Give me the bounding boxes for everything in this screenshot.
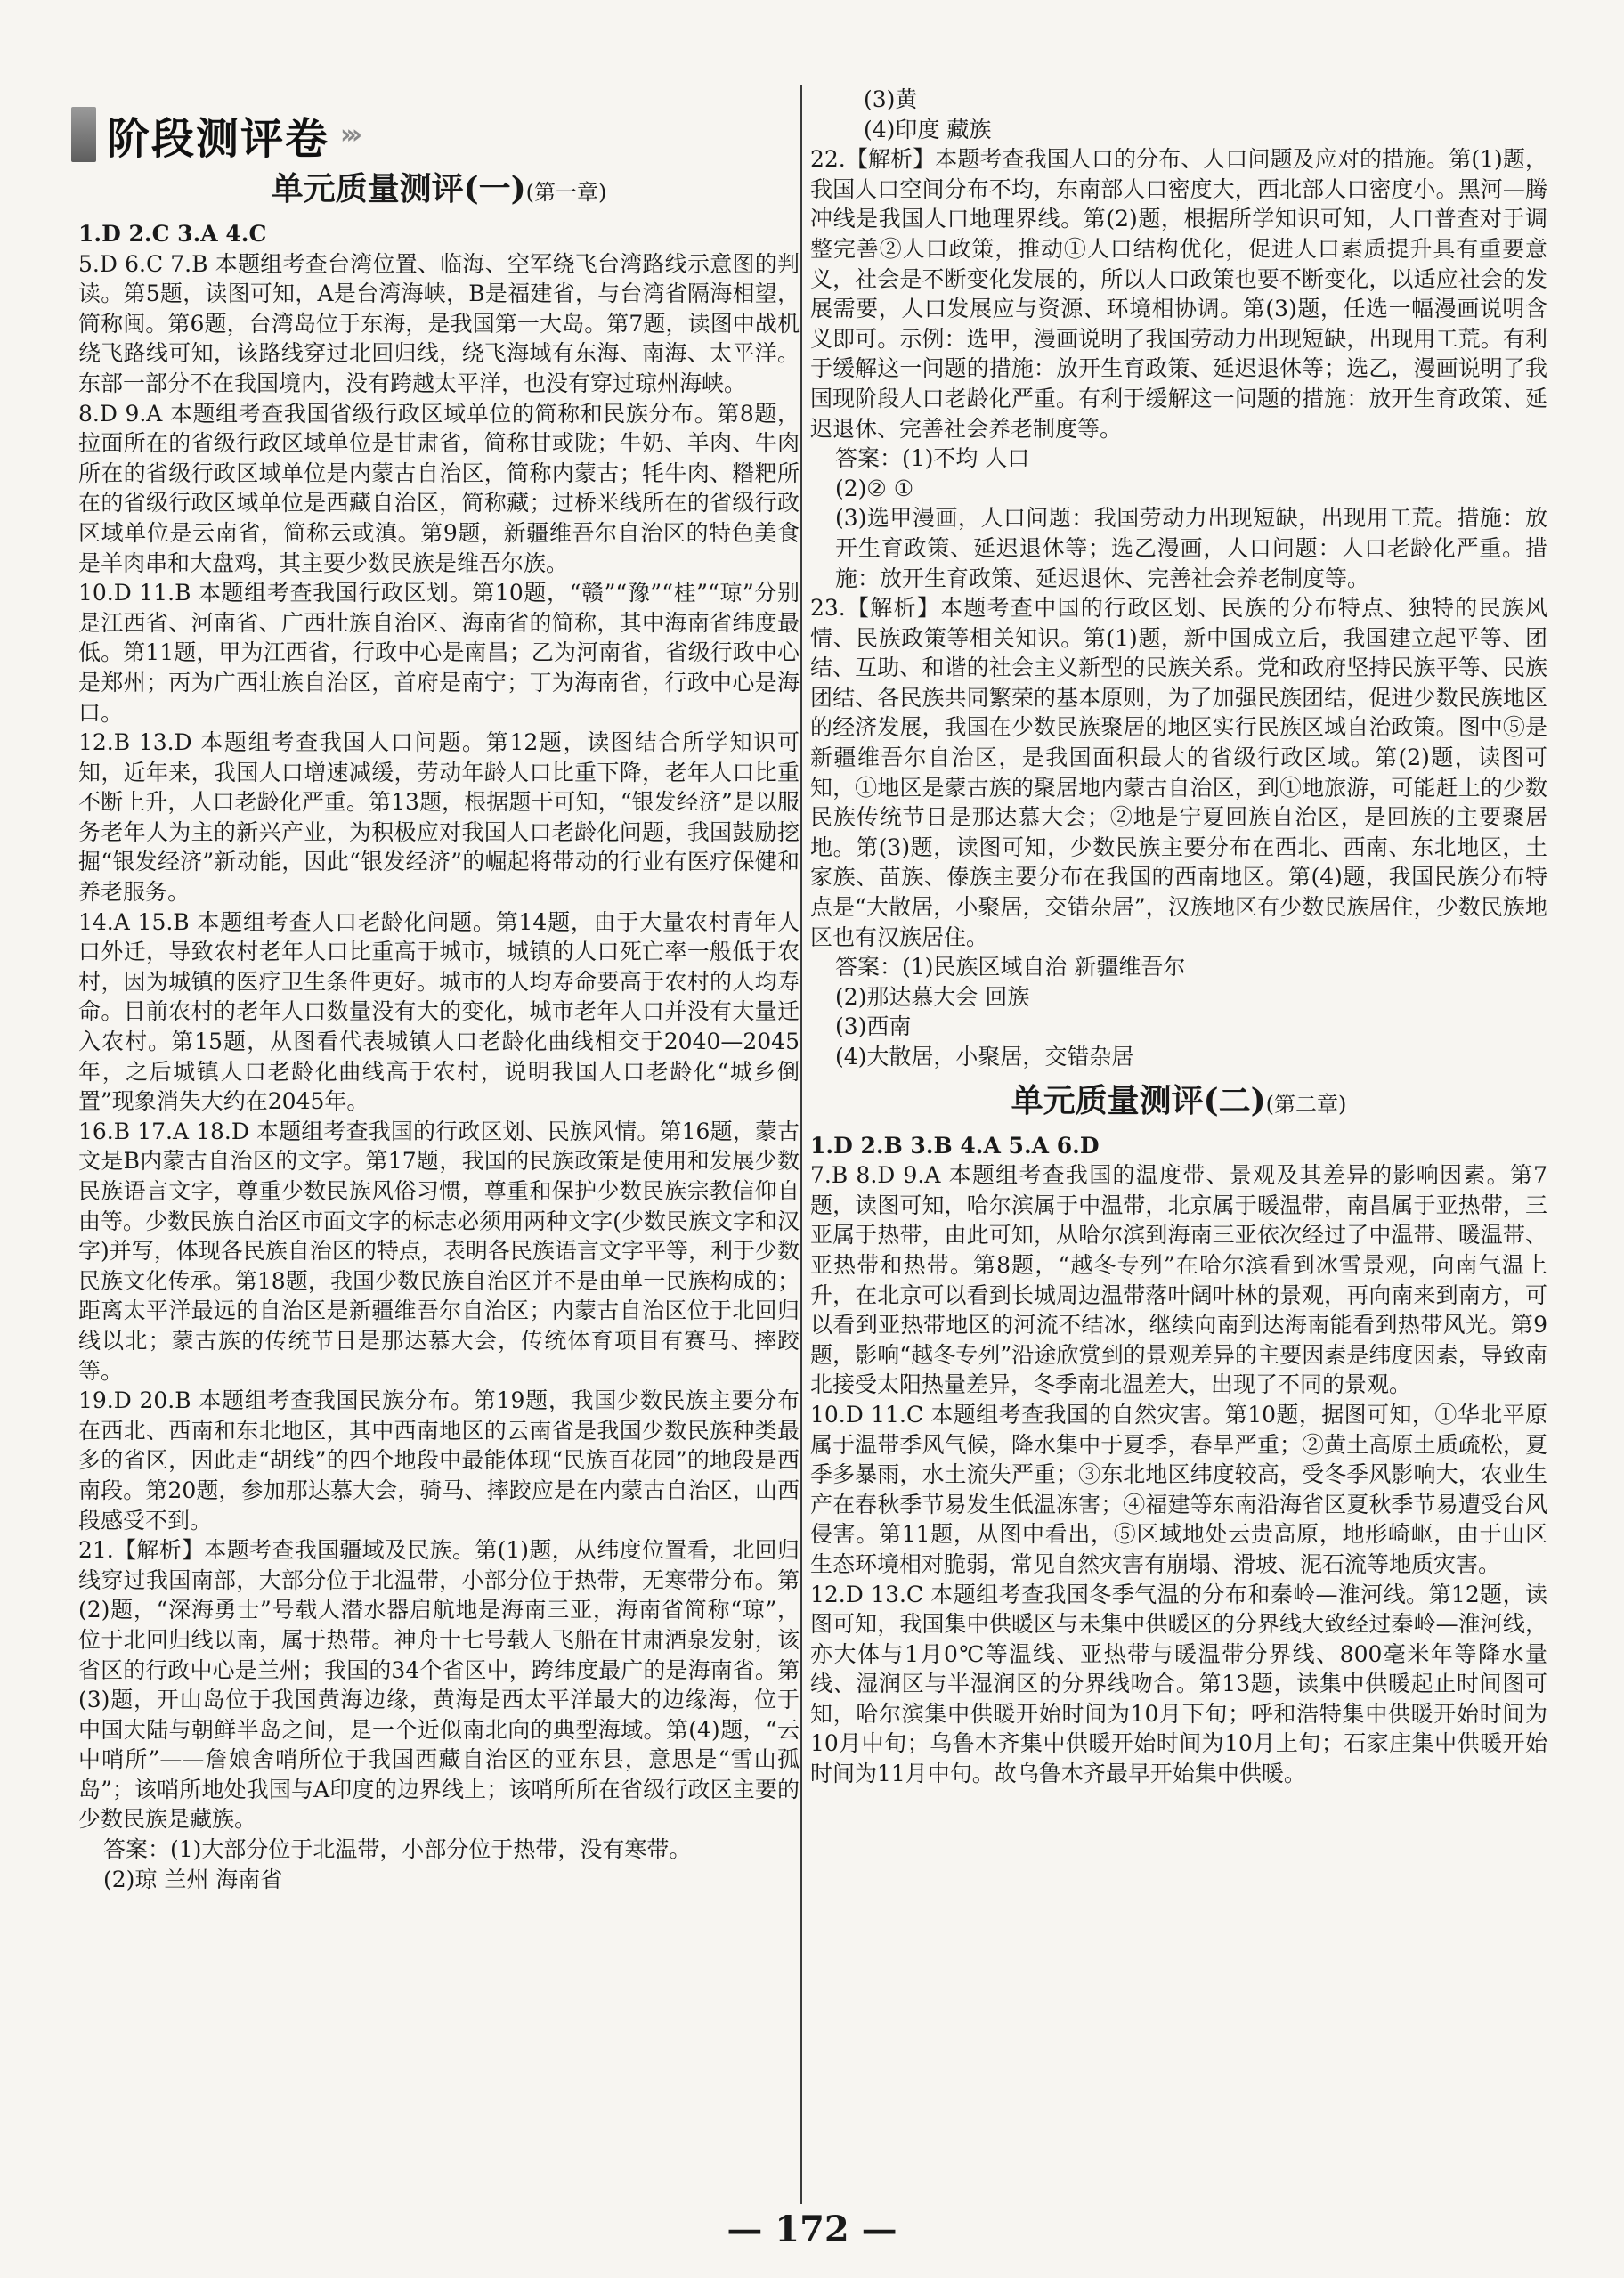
section-banner	[71, 105, 357, 164]
answer-line: 1.D 2.B 3.B 4.A 5.A 6.D	[810, 1132, 1100, 1159]
answer-paragraph: 8.D 9.A 本题组考查我国省级行政区域单位的简称和民族分布。第8题，拉面所在的省级行政区域单位是甘肃省，简称甘或陇；牛奶、羊肉、牛肉所在的省级行政区域单位是内蒙古自治区，简称内蒙古；牦牛肉、糌粑所在的省级行政区域单位是西藏自治区，简称藏；过桥米线所在的省级行政区域单位是云南省，简称云或滇。第9题，新疆维吾尔自治区的特色美食是羊肉串和大盘鸡，其主要少数民族是维吾尔族。	[78, 400, 800, 576]
answer-paragraph: 12.B 13.D 本题组考查我国人口问题。第12题，读图结合所学知识可知，近年来，我国人口增速减缓，劳动年龄人口比重下降，老年人口比重不断上升，人口老龄化严重。第13题，根据题干可知，“银发经济”是以服务老年人为主的新兴产业，为积极应对我国人口老龄化问题，我国鼓励挖掘“银发经济”新动能，因此“银发经济”的崛起将带动的行业有医疗保健和养老服务。	[78, 729, 800, 906]
chevron-arrows-icon: ›››	[340, 118, 358, 151]
answer-key: (3)黄	[864, 86, 918, 112]
answer-key: (4)大散居，小聚居，交错杂居	[835, 1044, 1134, 1070]
answer-key: (4)印度 藏族	[864, 116, 992, 142]
answer-paragraph: 19.D 20.B 本题组考查我国民族分布。第19题，我国少数民族主要分布在西北、西南和东北地区，其中西南地区的云南省是我国少数民族种类最多的省区，因此走“胡线”的四个地段中最能体现“民族百花园”的地段是西南段。第20题，参加那达慕大会，骑马、摔跤应是在内蒙古自治区，山西段感受不到。	[78, 1387, 800, 1534]
banner-mark-icon	[71, 107, 96, 162]
answer-paragraph: 23.【解析】本题考查中国的行政区划、民族的分布特点、独特的民族风情、民族政策等相关知识。第(1)题，新中国成立后，我国建立起平等、团结、互助、和谐的社会主义新型的民族关系。党和政府坚持民族平等、民族团结、各民族共同繁荣的基本原则，为了加强民族团结，促进少数民族地区的经济发展，我国在少数民族聚居的地区实行民族区域自治政策。图中⑤是新疆维吾尔自治区，是我国面积最大的省级行政区域。第(2)题，读图可知，①地区是蒙古族的聚居地内蒙古自治区，到①地旅游，可能赶上的少数民族传统节日是那达慕大会；②地是宁夏回族自治区，是回族的主要聚居地。第(3)题，读图可知，少数民族主要分布在西北、西南、东北地区，土家族、苗族、傣族主要分布在我国的西南地区。第(4)题，我国民族分布特点是“大散居，小聚居，交错杂居”，汉族地区有少数民族居住，少数民族地区也有汉族居住。	[810, 595, 1547, 950]
answer-paragraph: 21.【解析】本题考查我国疆域及民族。第(1)题，从纬度位置看，北回归线穿过我国南部，大部分位于北温带，小部分位于热带，无寒带分布。第(2)题，“深海勇士”号载人潜水器启航地是海南三亚，海南省简称“琼”，位于北回归线以南，属于热带。神舟十七号载人飞船在甘肃酒泉发射，该省区的行政中心是兰州；我国的34个省区中，跨纬度最广的是海南省。第(3)题，开山岛位于我国黄海边缘，黄海是西太平洋最大的边缘海，位于中国大陆与朝鲜半岛之间，是一个近似南北向的典型海域。第(4)题，“云中哨所”——詹娘舍哨所位于我国西藏自治区的亚东县，意思是“雪山孤岛”；该哨所地处我国与A印度的边界线上；该哨所所在省级行政区主要的少数民族是藏族。	[78, 1537, 800, 1833]
answer-paragraph: 5.D 6.C 7.B 本题组考查台湾位置、临海、空军绕飞台湾路线示意图的判读。第5题，读图可知，A是台湾海峡，B是福建省，与台湾省隔海相望，简称闽。第6题，台湾岛位于东海，是我国第一大岛。第7题，读图中战机绕飞路线可知，该路线穿过北回归线，绕飞海域有东海、南海、太平洋。东部一部分不在我国境内，没有跨越太平洋，也没有穿过琼州海峡。	[78, 250, 800, 396]
answer-paragraph: 10.D 11.C 本题组考查我国的自然灾害。第10题，据图可知，①华北平原属于温带季风气候，降水集中于夏季，春旱严重；②黄土高原土质疏松，夏季多暴雨，水土流失严重；③东北地区纬度较高，受冬季风影响大，农业生产在春秋季节易发生低温冻害；④福建等东南沿海省区夏秋季节易遭受台风侵害。第11题，从图中看出，⑤区域地处云贵高原，地形崎岖，由于山区生态环境相对脆弱，常见自然灾害有崩塌、滑坡、泥石流等地质灾害。	[810, 1401, 1547, 1577]
answer-key: (3)选甲漫画，人口问题：我国劳动力出现短缺，出现用工荒。措施：放开生育政策、延迟退休等；选乙漫画，人口问题：人口老龄化严重。措施：放开生育政策、延迟退休、完善社会养老制度等。	[835, 505, 1547, 591]
page-number: — 172 —	[727, 2209, 897, 2250]
answer-key: (2)② ①	[835, 475, 914, 501]
answer-paragraph: 7.B 8.D 9.A 本题组考查我国的温度带、景观及其差异的影响因素。第7题，读图可知，哈尔滨属于中温带，北京属于暖温带，南昌属于亚热带，三亚属于热带，由此可知，从哈尔滨到海南三亚依次经过了中温带、暖温带、亚热带和热带。第8题，“越冬专列”在哈尔滨看到冰雪景观，向南气温上升，在北京可以看到长城周边温带落叶阔叶林的景观，再向南来到南方，可以看到亚热带地区的河流不结冰，继续向南到达海南能看到热带风光。第9题，影响“越冬专列”沿途欣赏到的景观差异的主要因素是纬度因素，导致南北接受太阳热量差异，冬季南北温差大，出现了不同的景观。	[810, 1162, 1547, 1398]
answer-key: 答案：(1)民族区域自治 新疆维吾尔	[835, 954, 1186, 980]
answer-paragraph: 10.D 11.B 本题组考查我国行政区划。第10题，“赣”“豫”“桂”“琼”分别是江西省、河南省、广西壮族自治区、海南省的简称，其中海南省纬度最低。第11题，甲为江西省，行政中心是南昌；乙为河南省，省级行政中心是郑州；丙为广西壮族自治区，首府是南宁；丁为海南省，行政中心是海口。	[78, 580, 800, 726]
answer-key: (2)琼 兰州 海南省	[103, 1866, 283, 1892]
answer-key: (3)西南	[835, 1013, 912, 1040]
answer-paragraph: 14.A 15.B 本题组考查人口老龄化问题。第14题，由于大量农村青年人口外迁，导致农村老年人口比重高于城市，城镇的人口死亡率一般低于农村，因为城镇的医疗卫生条件更好。城市的人均寿命要高于农村的人均寿命。目前农村的老年人口数量没有大的变化，城市老年人口并没有大量迁入农村。第15题，从图看代表城镇人口老龄化曲线相交于2040—2045年，之后城镇人口老龄化曲线高于农村，说明我国人口老龄化“城乡倒置”现象消失大约在2045年。	[78, 908, 800, 1115]
answer-line: 1.D 2.C 3.A 4.C	[78, 221, 267, 247]
right-column	[810, 85, 1547, 1789]
left-column	[78, 160, 800, 1894]
column-divider	[800, 85, 802, 2204]
answer-paragraph: 22.【解析】本题考查我国人口的分布、人口问题及应对的措施。第(1)题，我国人口空间分布不均，东南部人口密度大，西北部人口密度小。黑河—腾冲线是我国人口地理界线。第(2)题，根据所学知识可知，人口普查对于调整完善②人口政策，推动①人口结构优化，促进人口素质提升具有重要意义，社会是不断变化发展的，所以人口政策也要不断变化，以适应社会的发展需要，人口发展应与资源、环境相协调。第(3)题，任选一幅漫画说明含义即可。示例：选甲，漫画说明了我国劳动力出现短缺，出现用工荒。有利于缓解这一问题的措施：放开生育政策、延迟退休等；选乙，漫画说明了我国现阶段人口老龄化严重。有利于缓解这一问题的措施：放开生育政策、延迟退休、完善社会养老制度等。	[810, 146, 1547, 442]
answer-key: (2)那达慕大会 回族	[835, 983, 1030, 1010]
answer-key: 答案：(1)大部分位于北温带，小部分位于热带，没有寒带。	[103, 1836, 692, 1863]
answer-key: 答案：(1)不均 人口	[835, 445, 1030, 472]
answer-paragraph: 16.B 17.A 18.D 本题组考查我国的行政区划、民族风情。第16题，蒙古文是B内蒙古自治区的文字。第17题，我国的民族政策是使用和发展少数民族语言文字，尊重少数民族风俗习惯，尊重和保护少数民族宗教信仰自由等。少数民族自治区市面文字的标志必须用两种文字(少数民族文字和汉字)并写，体现各民族自治区的特点，表明各民族语言文字平等，利于少数民族文化传承。第18题，我国少数民族自治区并不是由单一民族构成的；距离太平洋最远的自治区是新疆维吾尔自治区；内蒙古自治区位于北回归线以北；蒙古族的传统节日是那达慕大会，传统体育项目有赛马、摔跤等。	[78, 1118, 800, 1384]
banner-title: 阶段测评卷	[107, 113, 330, 164]
unit2-title: 单元质量测评(二)(第二章)	[1011, 1081, 1347, 1119]
answer-paragraph: 12.D 13.C 本题组考查我国冬季气温的分布和秦岭—淮河线。第12题，读图可知，我国集中供暖区与未集中供暖区的分界线大致经过秦岭—淮河线，亦大体与1月0℃等温线、亚热带与暖温带分界线、800毫米年等降水量线、湿润区与半湿润区的分界线吻合。第13题，读集中供暖起止时间图可知，哈尔滨集中供暖开始时间为10月下旬；呼和浩特集中供暖开始时间为10月中旬；乌鲁木齐集中供暖开始时间为10月上旬；石家庄集中供暖开始时间为11月中旬。故乌鲁木齐最早开始集中供暖。	[810, 1581, 1547, 1787]
unit1-title: 单元质量测评(一)(第一章)	[271, 170, 607, 207]
